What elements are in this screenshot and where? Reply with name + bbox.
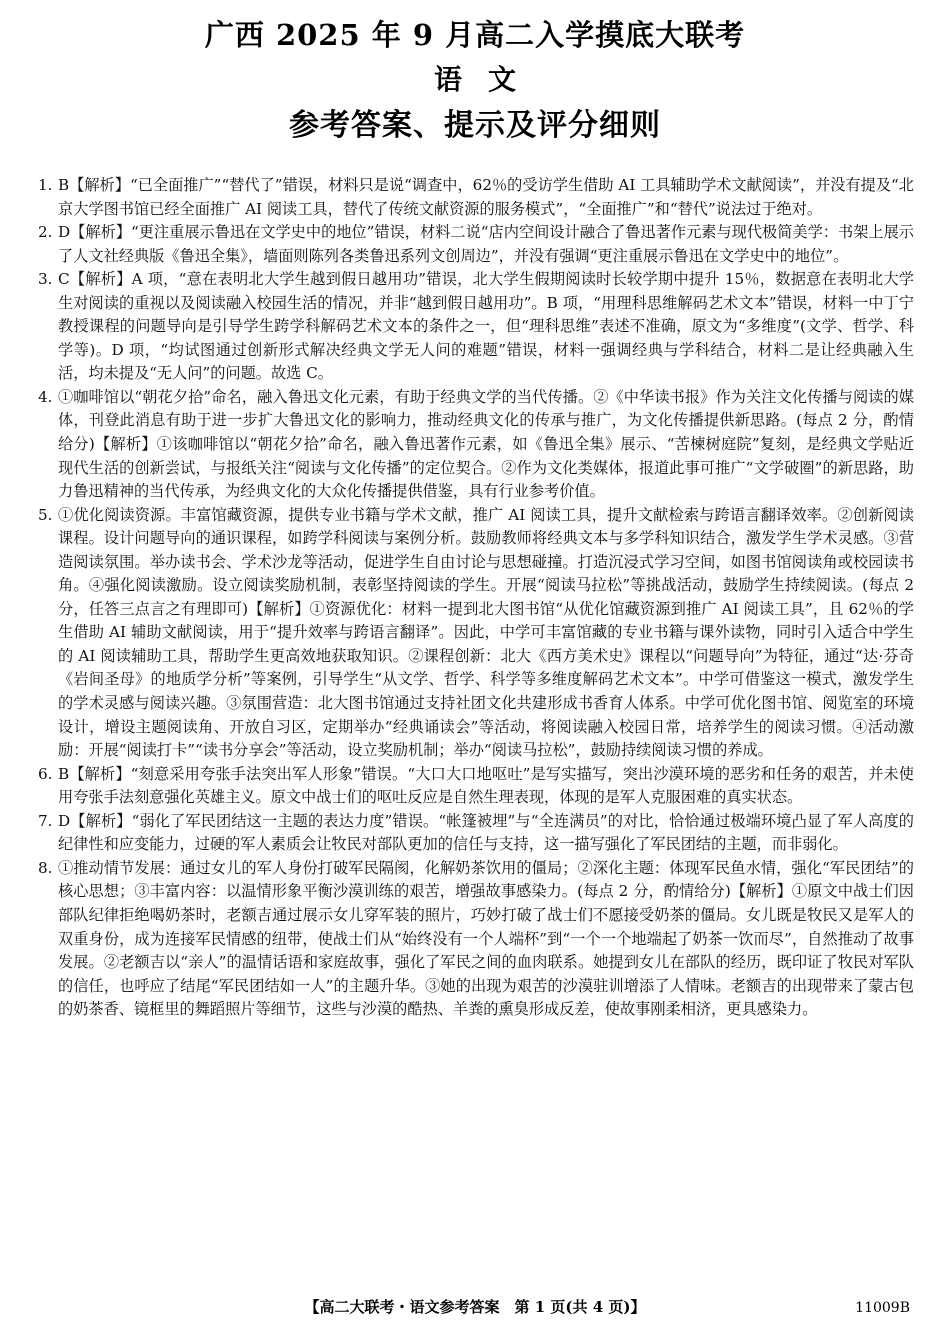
answer-text: D【解析】“弱化了军民团结这一主题的表达力度”错误。“帐篷被埋”与“全连满员”的对比，恰恰通过极端环境凸显了军人高度的纪律性和应变能力，过硬的军人素质会让牧民对部队更加的信任与支持，这一描写强化了军民团结的主题，而非弱化。 [58, 811, 914, 854]
answer-list [38, 174, 914, 1022]
page-footer: 【高二大联考・语文参考答案 第 1 页(共 4 页)】 [304, 1298, 646, 1316]
answer-text: ①咖啡馆以“朝花夕拾”命名，融入鲁迅文化元素，有助于经典文学的当代传播。②《中华读书报》作为关注文化传播与阅读的媒体，刊登此消息有助于进一步扩大鲁迅文化的影响力，推动经典文化的传承与推广，为文化传播提供新思路。(每点 2 分，酌情给分)【解析】①该咖啡馆以“朝花夕拾”命名，融入鲁迅著作元素，如《鲁迅全集》展示、“苦楝树庭院”复刻，是经典文学贴近现代生活的创新尝试，与报纸关注“阅读与文化传播”的定位契合。②作为文化类媒体，报道此事可推广“文学破圈”的新思路，助力鲁迅精神的当代传承，为经典文化的大众化传播提供借鉴，具有行业参考价值。 [58, 387, 914, 501]
answer-item-6 [38, 763, 914, 810]
answer-text: B【解析】“刻意采用夸张手法突出军人形象”错误。“大口大口地呕吐”是写实描写，突出沙漠环境的恶劣和任务的艰苦，并未使用夸张手法刻意强化英雄主义。原文中战士们的呕吐反应是自然生理表现，体现的是军人克服困难的真实状态。 [58, 764, 914, 807]
answer-number: 6. [38, 764, 53, 783]
answer-number: 5. [38, 505, 53, 524]
answer-number: 2. [38, 223, 53, 242]
answer-text: ①推动情节发展：通过女儿的军人身份打破军民隔阂，化解奶茶饮用的僵局；②深化主题：体现军民鱼水情，强化“军民团结”的核心思想；③丰富内容：以温情形象平衡沙漠训练的艰苦，增强故事感染力。(每点 2 分，酌情给分)【解析】①原文中战士们因部队纪律拒绝喝奶茶时，老额吉通过展示女儿穿军装的照片，巧妙打破了战士们不愿接受奶茶的僵局。女儿既是牧民又是军人的双重身份，成为连接军民情感的纽带，使战士们从“始终没有一个人端杯”到“一个一个地端起了奶茶一饮而尽”，自然推动了故事发展。②老额吉以“亲人”的温情话语和家庭故事，强化了军民之间的血肉联系。她提到女儿在部队的经历，既印证了牧民对军队的信任，也呼应了结尾“军民团结如一人”的主题升华。③她的出现为艰苦的沙漠驻训增添了人情味。老额吉的出现带来了蒙古包的奶茶香、镜框里的舞蹈照片等细节，这些与沙漠的酷热、羊粪的熏臭形成反差，使故事刚柔相济，更具感染力。 [58, 858, 914, 1019]
answer-number: 7. [38, 811, 53, 830]
document-code: 11009B [855, 1300, 910, 1316]
exam-title: 广西 2025 年 9 月高二入学摸底大联考 [204, 18, 746, 52]
answer-text: C【解析】A 项，“意在表明北大学生越到假日越用功”错误，北大学生假期阅读时长较学期中提升 15％，数据意在表明北大学生对阅读的重视以及阅读融入校园生活的情况，并非“越到假日越用功”。B 项，“用理科思维解码艺术文本”错误，材料一中丁宁教授课程的问题导向是引导学生跨学科解码艺术文本的条件之一，但“理科思维”表述不准确，原文为“多维度”(文学、哲学、科学等)。D 项，“均试图通过创新形式解决经典文学无人问的难题”错误，材料一强调经典与学科结合，材料二是让经典融入生活，均未提及“无人问”的问题。故选 C。 [58, 270, 914, 383]
answer-item-8 [38, 857, 914, 1022]
answer-item-2 [38, 221, 914, 268]
subject-title: 语文 [433, 63, 542, 96]
answer-text: B【解析】“已全面推广”“替代了”错误，材料只是说“调查中，62％的受访学生借助 AI 工具辅助学术文献阅读”，并没有提及“北京大学图书馆已经全面推广 AI 阅读工具，替代了传统文献资源的服务模式”，“全面推广”和“替代”说法过于绝对。 [58, 176, 914, 218]
answer-item-7 [38, 810, 914, 857]
answer-item-1 [38, 174, 914, 221]
answer-item-4 [38, 386, 914, 504]
answer-number: 3. [38, 270, 53, 289]
answer-number: 4. [38, 387, 53, 406]
answer-text: D【解析】“更注重展示鲁迅在文学史中的地位”错误，材料二说“店内空间设计融合了鲁迅著作元素与现代极简美学：书架上展示了人文社经典版《鲁迅全集》，墙面则陈列各类鲁迅系列文创周边”，并没有强调“更注重展示鲁迅在文学史中的地位”。 [58, 223, 914, 265]
answer-item-3 [38, 268, 914, 386]
answer-number: 1. [38, 176, 53, 194]
answer-number: 8. [38, 858, 53, 877]
document-subtitle: 参考答案、提示及评分细则 [289, 108, 661, 143]
answer-item-5 [38, 504, 914, 763]
answer-text: ①优化阅读资源。丰富馆藏资源，提供专业书籍与学术文献，推广 AI 阅读工具，提升文献检索与跨语言翻译效率。②创新阅读课程。设计问题导向的通识课程，如跨学科阅读与案例分析。鼓励教师将经典文本与多学科知识结合，激发学生学术灵感。③营造阅读氛围。举办读书会、学术沙龙等活动，促进学生自由讨论与思想碰撞。打造沉浸式学习空间，如图书馆阅读角或校园读书角。④强化阅读激励。设立阅读奖励机制，表彰坚持阅读的学生。开展“阅读马拉松”等挑战活动，鼓励学生持续阅读。(每点 2 分，任答三点言之有理即可)【解析】①资源优化：材料一提到北大图书馆“从优化馆藏资源到推广 AI 阅读工具”，且 62％的学生借助 AI 辅助文献阅读，用于“提升效率与跨语言翻译”。因此，中学可丰富馆藏的专业书籍与课外读物，同时引入适合中学生的 AI 阅读辅助工具，帮助学生更高效地获取知识。②课程创新：北大《西方美术史》课程以“问题导向”为特征，通过“达·芬奇《岩间圣母》的地质学分析”等案例，引导学生“从文学、哲学、科学等多维度解码艺术文本”。中学可借鉴这一模式，激发学生的学术灵感与阅读兴趣。③氛围营造：北大图书馆通过支持社团文化共建形成书香育人体系。中学可优化图书馆、阅览室的环境设计，增设主题阅读角、开放自习区，定期举办“经典诵读会”等活动，将阅读融入校园日常，培养学生的阅读习惯。④活动激励：开展“阅读打卡”“读书分享会”等活动，设立奖励机制；举办“阅读马拉松”，鼓励持续阅读习惯的养成。 [58, 505, 914, 760]
